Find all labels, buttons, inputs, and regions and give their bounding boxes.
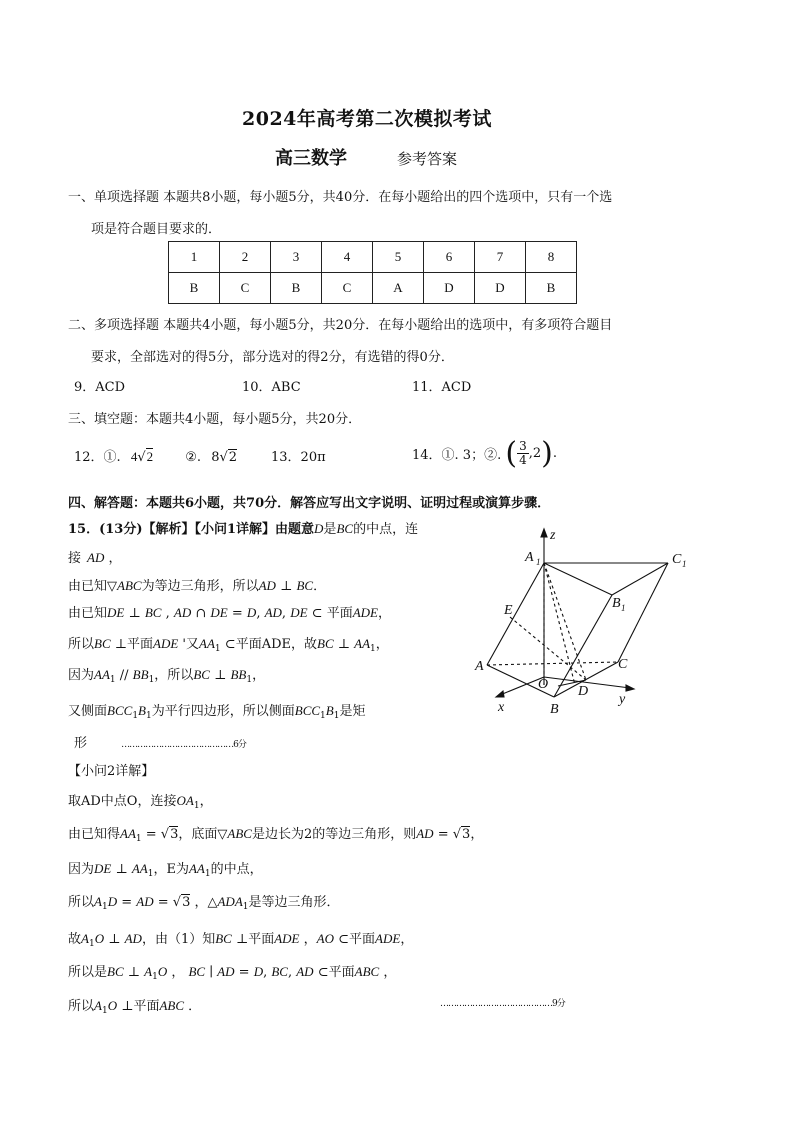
left-paren: ( [505, 436, 518, 471]
table-cell: D [475, 273, 526, 304]
table-cell: 6 [424, 242, 475, 273]
text: 为平行四边形，所以侧面 [151, 704, 295, 719]
q15-line5: 所以BC ⊥平面ADE '又$AA_1$ ⊂平面ADE，故BC ⊥ $AA_1$， [68, 636, 389, 654]
text: 是边长为2的等边三角形，则 [251, 827, 417, 842]
answer-q12: 12．①. 4√2 ②. 8√2 [74, 449, 238, 465]
label-c1: C [672, 552, 682, 567]
label-c: C [618, 657, 628, 672]
label-o: O [538, 677, 549, 692]
text: 是等边三角形． [248, 895, 340, 910]
label-e: E [504, 603, 513, 618]
text: 平面 [133, 999, 160, 1014]
score-9-text: ……………………………………9分 [440, 999, 565, 1009]
text: 由已知 [68, 579, 108, 594]
q15-line14: 所以是BC ⊥ $A_1O$ ， BC ∣ AD = D, BC, AD ⊂平面ABC ， [68, 964, 397, 982]
text: 接 [68, 551, 82, 566]
q15-line9: 取AD中点O，连接$OA_1$， [68, 793, 213, 811]
text: ，底面 [178, 827, 218, 842]
q14-denominator: 4 [519, 453, 527, 467]
label-d: D [578, 684, 589, 699]
q14-label: 14．①. 3；②. [412, 448, 502, 463]
answer-q13: 13．20π [271, 450, 326, 465]
section4-header: 四、解答题：本题共6小题，共70分．解答应写出文字说明、证明过程或演算步骤． [68, 496, 551, 511]
label-x: x [498, 700, 505, 715]
answer-q9: 9．ACD [74, 380, 126, 395]
text: 因为 [68, 668, 95, 683]
table-cell: A [373, 273, 424, 304]
table-cell: B [271, 273, 322, 304]
text: 是矩 [339, 704, 366, 719]
q15-head: 15．(13分)【解析】【小问1详解】由题意 [68, 522, 315, 537]
q15-line15: 所以$A_1O$ ⊥平面ABC ． [68, 998, 202, 1016]
label-c1-sub: 1 [682, 559, 687, 569]
q12-b-label: ②. [185, 450, 202, 465]
text: 所以 [68, 999, 95, 1014]
prism-figure [470, 525, 700, 720]
section2-line1: 二、多项选择题 本题共4小题，每小题5分，共20分．在每小题给出的选项中，有多项符合题目 [68, 318, 613, 333]
section1-line1: 一、单项选择题 本题共8小题，每小题5分，共40分．在每小题给出的四个选项中，只有一个选 [68, 190, 613, 205]
q12-label: 12．①. [74, 450, 121, 465]
table-cell: D [424, 273, 475, 304]
q14-numerator: 3 [519, 439, 527, 453]
text: 又 [186, 637, 200, 652]
label-a: A [475, 659, 484, 674]
label-b1: B [612, 596, 621, 611]
text: 平面 [326, 606, 353, 621]
subtitle-main: 高三数学 [275, 148, 347, 169]
q15-line11: 因为DE ⊥ $AA_1$，E为$AA_1$的中点， [68, 861, 263, 879]
table-cell: 1 [169, 242, 220, 273]
q15-line12: 所以$A_1D$ = AD = √3 ，$\triangle ADA_1$是等边三角形． [68, 894, 340, 912]
q15-line6: 因为$AA_1 // BB_1$，所以BC ⊥ $BB_1$， [68, 667, 266, 685]
section3-header: 三、填空题：本题共4小题，每小题5分，共20分． [68, 412, 362, 427]
section2-line2: 要求，全部选对的得5分，部分选对的得2分，有选错的得0分． [91, 350, 454, 365]
q12-b-radicand: 2 [228, 450, 238, 465]
text: 的中点， [210, 862, 263, 877]
table-cell: C [220, 273, 271, 304]
text: 因为 [68, 862, 95, 877]
q15-line2: 接 AD ， [68, 550, 122, 566]
text: 平面ADE，故 [235, 637, 317, 652]
text: 取AD中点O，连接 [68, 794, 177, 809]
q14-second: ,2 [528, 446, 542, 461]
right-paren: ) [541, 436, 553, 471]
q12-a-coef: 4 [130, 449, 138, 464]
answer-q14: 14．①. 3；②. ( $\frac{3}{4}$ ,2). [412, 436, 557, 471]
table-cell: 8 [526, 242, 577, 273]
table-cell: B [169, 273, 220, 304]
text: ，所以 [154, 668, 194, 683]
q15-line8 [74, 732, 246, 751]
table-row [169, 242, 577, 273]
subtitle-answer: 参考答案 [397, 150, 458, 168]
q15-line1: 15．(13分)【解析】【小问1详解】由题意D是BC的中点，连 [68, 521, 419, 537]
text: 平面 [248, 932, 275, 947]
q15-sub2: 【小问2详解】 [68, 764, 155, 779]
label-y: y [619, 692, 626, 707]
label-b1-sub: 1 [621, 603, 626, 613]
text: 所以是 [68, 965, 108, 980]
text: ，E为 [153, 862, 189, 877]
label-b: B [550, 702, 559, 717]
q12-a-radicand: 2 [146, 449, 154, 464]
q14-fraction [517, 440, 529, 467]
label-z: z [550, 528, 556, 543]
text: 平面 [127, 637, 154, 652]
text: 由已知 [68, 606, 108, 621]
q15-head-tail: 的中点，连 [353, 522, 419, 537]
text: 故 [68, 932, 82, 947]
score-6: ……………………………………6分 [121, 740, 246, 750]
table-cell: 3 [271, 242, 322, 273]
text: 为等边三角形，所以 [141, 579, 259, 594]
q15-line13: 故$A_1O$ ⊥ AD，由（1）知BC ⊥平面ADE ，AO ⊂平面ADE， [68, 931, 414, 949]
q15-line7: 又侧面$BCC_1B_1$为平行四边形，所以侧面$BCC_1B_1$是矩 [68, 703, 366, 721]
text: 形 [74, 736, 88, 751]
label-a1-sub: 1 [536, 557, 541, 567]
page-title: 2024年高考第二次模拟考试 [242, 108, 492, 130]
answer-q10: 10．ABC [242, 380, 301, 395]
table-cell: C [322, 273, 373, 304]
table-cell: 5 [373, 242, 424, 273]
q15-line3: 由已知▽ABC为等边三角形，所以AD ⊥ BC． [68, 578, 327, 594]
text: 平面 [349, 932, 376, 947]
q15-line10: 由已知得$AA_1 = √3$，底面▽ABC是边长为2的等边三角形，则AD = √3， [68, 826, 484, 844]
label-a1: A [525, 550, 534, 565]
text: ，由（1）知 [141, 932, 216, 947]
q15-line4: 由已知DE ⊥ BC , AD ∩ DE = D, AD, DE ⊂ 平面ADE， [68, 605, 392, 621]
table-cell: 7 [475, 242, 526, 273]
answer-q11: 11．ACD [412, 380, 472, 395]
text: 所以 [68, 895, 95, 910]
score-9 [440, 995, 565, 1010]
text: 由已知得 [68, 827, 121, 842]
table-row [169, 273, 577, 304]
text: 所以 [68, 637, 95, 652]
table-cell: 2 [220, 242, 271, 273]
section1-line2: 项是符合题目要求的． [91, 222, 222, 237]
text: 又侧面 [68, 704, 108, 719]
table-cell: 4 [322, 242, 373, 273]
table-cell: B [526, 273, 577, 304]
answer-table [168, 241, 577, 304]
q12-b-coef: 8 [211, 450, 220, 465]
text: 平面 [328, 965, 355, 980]
